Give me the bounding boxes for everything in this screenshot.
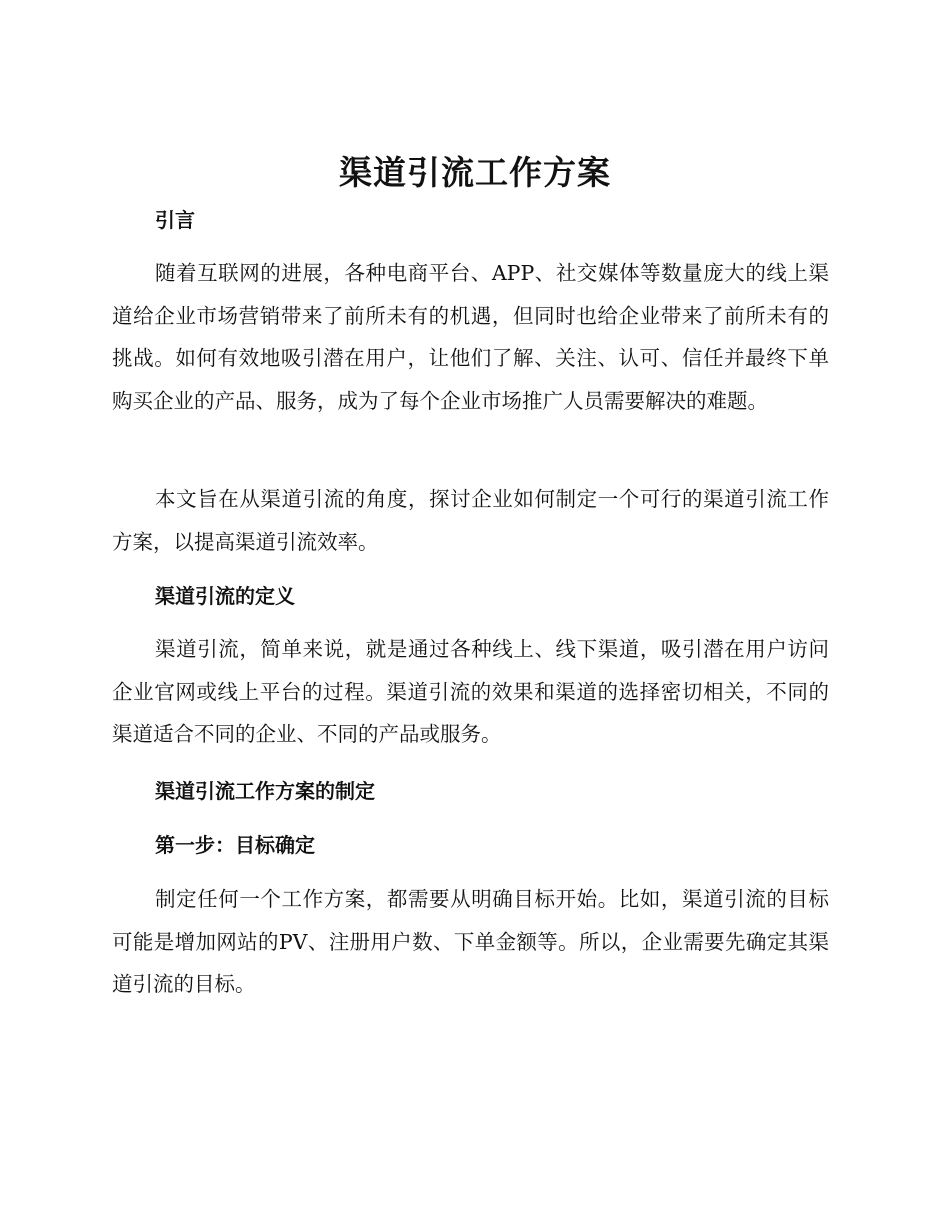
step1-heading: 第一步：目标确定 xyxy=(155,833,315,857)
intro-paragraph-1: 随着互联网的进展，各种电商平台、APP、社交媒体等数量庞大的线上渠道给企业市场营销带来了前所未有的机遇，但同时也给企业带来了前所未有的挑战。如何有效地吸引潜在用户，让他们了解、关注、认可、信任并最终下单购买企业的产品、服务，成为了每个企业市场推广人员需要解决的难题。 xyxy=(112,261,829,413)
plan-heading: 渠道引流工作方案的制定 xyxy=(155,779,375,803)
intro-heading: 引言 xyxy=(155,208,195,232)
intro-paragraph-2: 本文旨在从渠道引流的角度，探讨企业如何制定一个可行的渠道引流工作方案，以提高渠道引流效率。 xyxy=(112,487,829,554)
document-title: 渠道引流工作方案 xyxy=(339,153,611,192)
definition-paragraph: 渠道引流，简单来说，就是通过各种线上、线下渠道，吸引潜在用户访问企业官网或线上平台的过程。渠道引流的效果和渠道的选择密切相关，不同的渠道适合不同的企业、不同的产品或服务。 xyxy=(112,637,829,746)
step1-paragraph: 制定任何一个工作方案，都需要从明确目标开始。比如，渠道引流的目标可能是增加网站的PV、注册用户数、下单金额等。所以，企业需要先确定其渠道引流的目标。 xyxy=(112,887,829,996)
definition-heading: 渠道引流的定义 xyxy=(155,584,295,608)
